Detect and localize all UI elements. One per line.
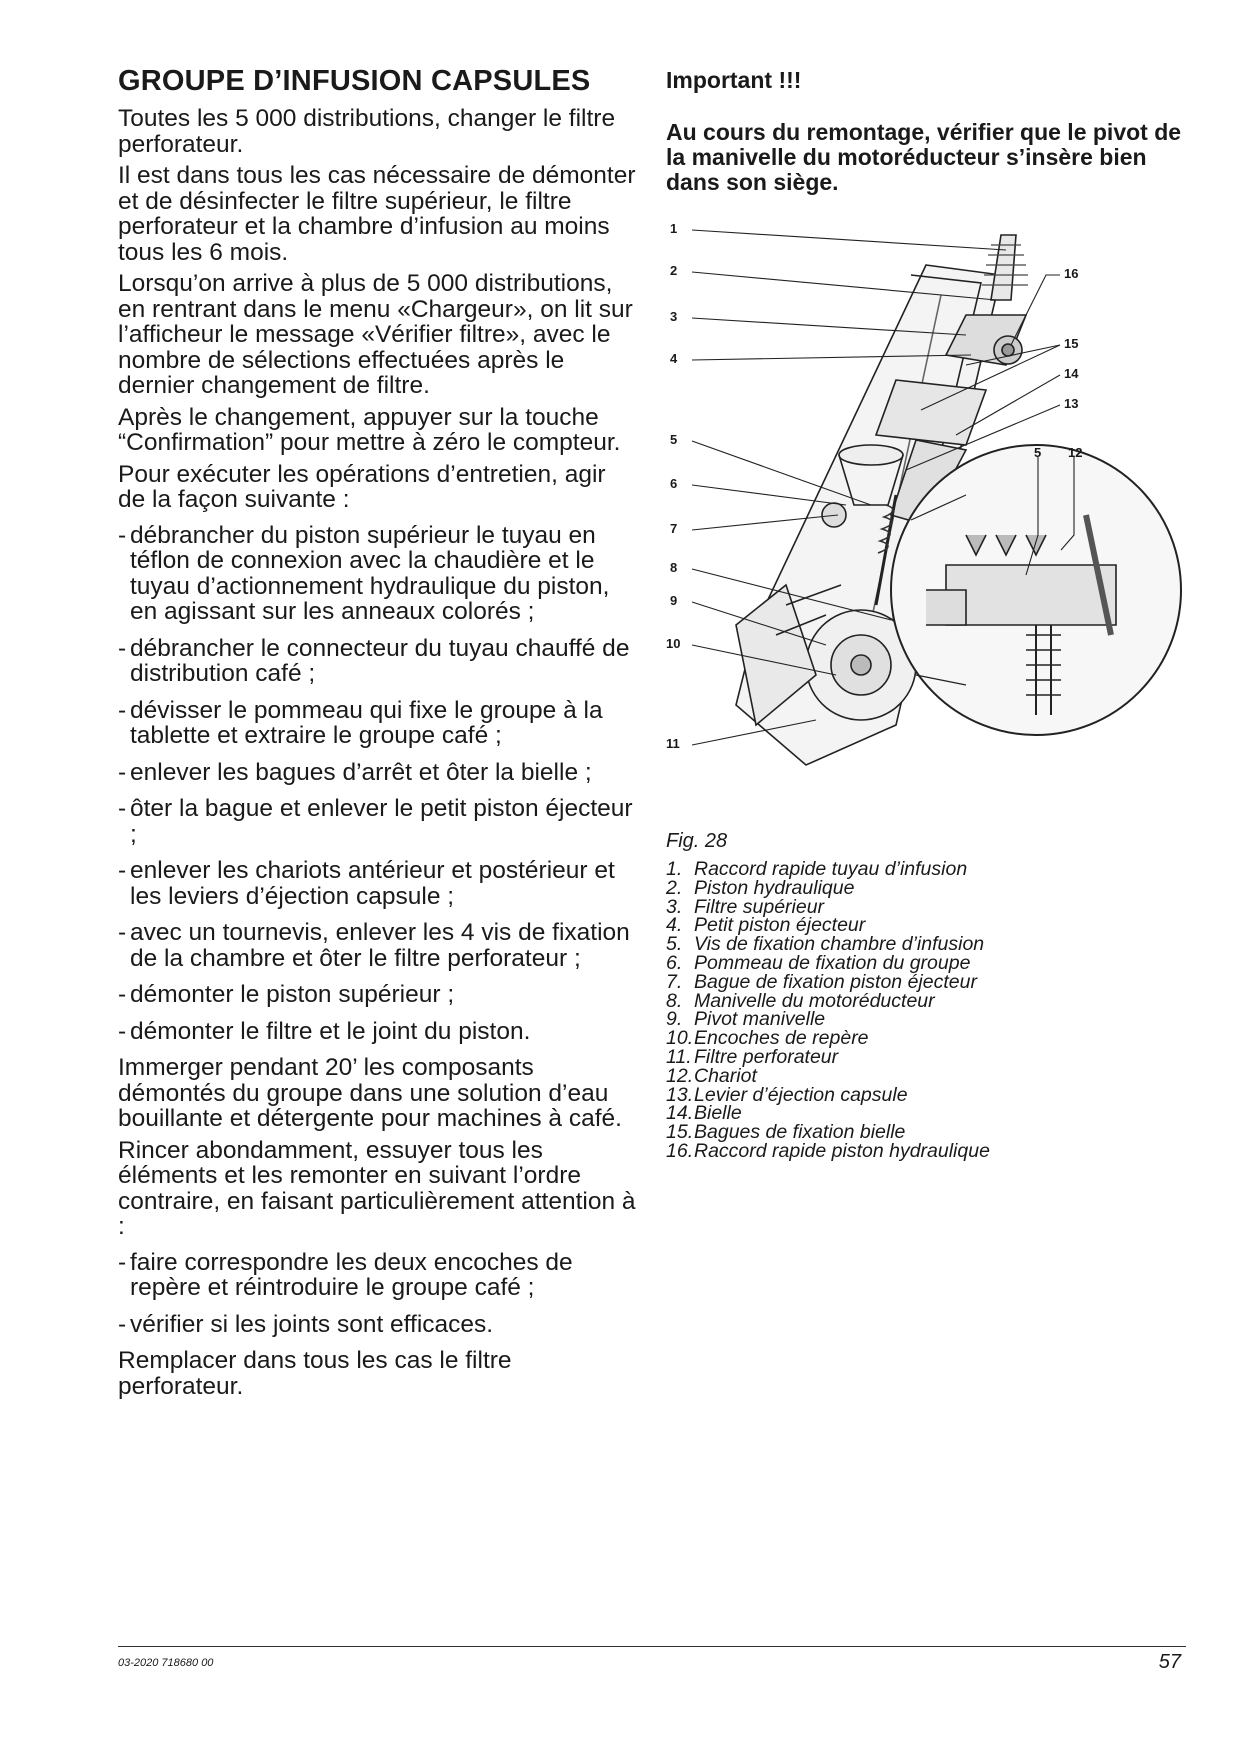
list-item: - enlever les bagues d’arrêt et ôter la bielle ; — [118, 758, 592, 786]
list-item: - débrancher le connecteur du tuyau chauffé de distribution café ; — [118, 634, 630, 687]
legend-item: 7. Bague de fixation piston éjecteur — [666, 970, 977, 993]
callout-label: 6 — [670, 476, 678, 491]
legend-item: 14.Bielle — [666, 1102, 742, 1125]
document-code: 03-2020 718680 00 — [118, 1657, 214, 1669]
callout-label: 3 — [670, 309, 678, 324]
legend-item: 9. Pivot manivelle — [666, 1008, 826, 1031]
intro-paragraph: Lorsqu’on arrive à plus de 5 000 distributions, en rentrant dans le menu «Chargeur», on lit sur l’afficheur le message «Vérifier filtre», avec le nombre de sélections effectuées après le dernier changement de filtre. — [118, 270, 633, 399]
legend-item: 6. Pommeau de fixation du groupe — [666, 951, 971, 974]
intro-paragraph: Il est dans tous les cas nécessaire de démonter et de désinfecter le filtre supérieur, le filtre perforateur et la chambre d’infusion au moins tous les 6 mois. — [118, 162, 636, 266]
reassembly-steps — [118, 1250, 638, 1338]
legend-item: 12.Chariot — [666, 1064, 757, 1087]
list-item: - ôter la bague et enlever le petit piston éjecteur ; — [118, 795, 633, 848]
callout-label: 7 — [670, 521, 678, 536]
legend-item: 4. Petit piston éjecteur — [666, 914, 866, 937]
callout-label: 4 — [670, 351, 678, 366]
legend-item: 10.Encoches de repère — [666, 1027, 869, 1050]
important-notice: Au cours du remontage, vérifier que le pivot de la manivelle du motoréducteur s’insère bien dans son siège. — [666, 119, 1182, 195]
closing-paragraph: Remplacer dans tous les cas le filtre perforateur. — [118, 1347, 512, 1400]
figure-callouts — [666, 205, 1186, 805]
intro-paragraph: Après le changement, appuyer sur la touche “Confirmation” pour mettre à zéro le compteur. — [118, 403, 621, 456]
callout-label: 10 — [666, 636, 681, 651]
callout-label: 5 — [1034, 445, 1042, 460]
callout-label: 1 — [670, 221, 678, 236]
callout-label: 11 — [666, 736, 680, 751]
list-item: - démonter le piston supérieur ; — [118, 981, 455, 1008]
legend-item: 1. Raccord rapide tuyau d’infusion — [666, 858, 968, 880]
callout-label: 12 — [1068, 445, 1083, 460]
brewing-group-figure — [666, 205, 1186, 805]
callout-label: 16 — [1064, 266, 1079, 281]
section-title: GROUPE D’INFUSION CAPSULES — [118, 65, 591, 97]
callout-label: 13 — [1064, 396, 1079, 411]
callout-label: 8 — [670, 560, 678, 575]
list-item: - démonter le filtre et le joint du piston. — [118, 1017, 531, 1045]
figure-caption: Fig. 28 — [666, 830, 728, 852]
figure-legend — [666, 860, 990, 1161]
important-heading: Important !!! — [666, 67, 802, 93]
list-item: - faire correspondre les deux encoches de repère et réintroduire le groupe café ; — [118, 1248, 573, 1301]
legend-item: 13.Levier d’éjection capsule — [666, 1083, 908, 1106]
intro-paragraph: Toutes les 5 000 distributions, changer le filtre perforateur. — [118, 105, 616, 158]
callout-label: 15 — [1064, 336, 1079, 351]
callout-label: 9 — [670, 593, 678, 608]
legend-item: 3. Filtre supérieur — [666, 895, 825, 918]
right-column — [666, 66, 1186, 195]
legend-item: 11. Filtre perforateur — [666, 1045, 839, 1068]
body-paragraph: Immerger pendant 20’ les composants démontés du groupe dans une solution d’eau bouillante et détergente pour machines à café. — [118, 1054, 622, 1132]
legend-item: 5. Vis de fixation chambre d’infusion — [666, 933, 985, 956]
callout-label: 2 — [670, 263, 678, 278]
maintenance-steps — [118, 523, 638, 1045]
list-item: - enlever les chariots antérieur et postérieur et les leviers d’éjection capsule ; — [118, 857, 615, 910]
legend-item: 15.Bagues de fixation bielle — [666, 1121, 906, 1144]
list-item: - avec un tournevis, enlever les 4 vis de fixation de la chambre et ôter le filtre perforateur ; — [118, 919, 630, 972]
intro-paragraph: Pour exécuter les opérations d’entretien, agir de la façon suivante : — [118, 460, 606, 513]
legend-item: 8. Manivelle du motoréducteur — [666, 989, 935, 1012]
list-item: - vérifier si les joints sont efficaces. — [118, 1310, 494, 1338]
legend-item: 2. Piston hydraulique — [666, 876, 855, 899]
list-item: - débrancher du piston supérieur le tuyau en téflon de connexion avec la chaudière et le tuyau d’actionnement hydraulique du piston, en agissant sur les anneaux colorés ; — [118, 521, 610, 625]
body-paragraph: Rincer abondamment, essuyer tous les éléments et les remonter en suivant l’ordre contraire, en faisant particulièrement attention à : — [118, 1136, 636, 1240]
list-item: - dévisser le pommeau qui fixe le groupe à la tablette et extraire le groupe café ; — [118, 696, 603, 749]
legend-item: 16.Raccord rapide piston hydraulique — [666, 1139, 990, 1162]
left-column — [118, 62, 638, 1405]
callout-label: 5 — [670, 432, 678, 447]
footer-divider — [118, 1646, 1186, 1647]
page-number: 57 — [1158, 1651, 1181, 1673]
callout-label: 14 — [1064, 366, 1079, 381]
